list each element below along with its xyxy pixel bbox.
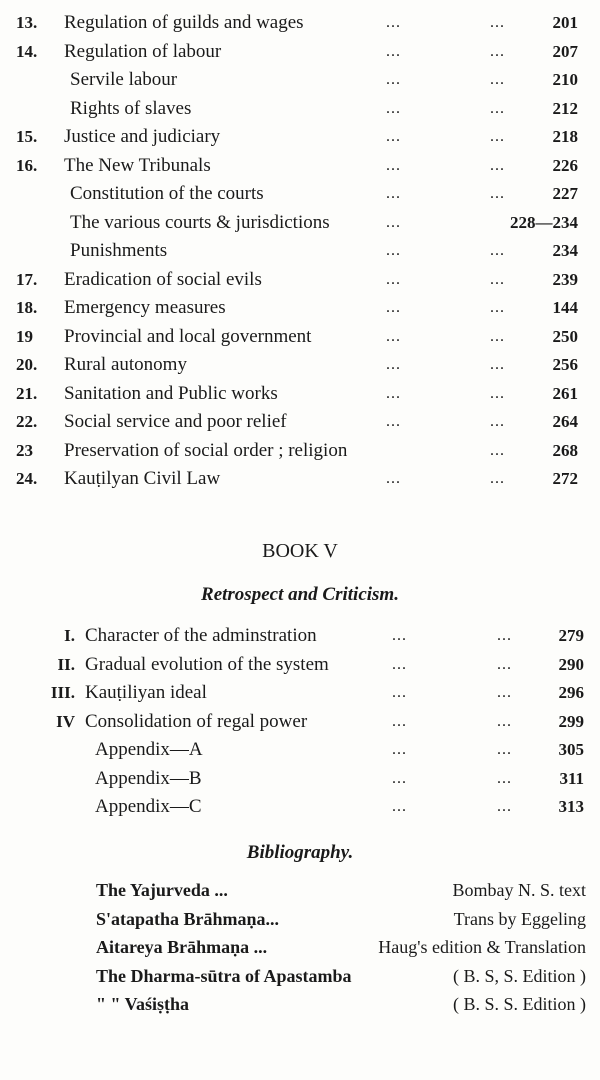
leader-dots: ... bbox=[386, 356, 401, 373]
leader-dots: ... bbox=[386, 327, 401, 345]
bibliography-edition: Bombay N. S. text bbox=[452, 880, 586, 900]
toc-entry bbox=[0, 409, 600, 435]
entry-page-number: 207 bbox=[552, 41, 578, 61]
toc-entry bbox=[0, 352, 600, 378]
entry-title: Consolidation of regal power bbox=[85, 710, 308, 732]
entry-page-number: 212 bbox=[552, 98, 578, 118]
toc-entry bbox=[0, 737, 600, 763]
leader-dots: ... bbox=[490, 99, 505, 117]
toc-entry bbox=[0, 67, 600, 93]
entry-title: Punishments bbox=[70, 240, 168, 261]
leader-dots: ... bbox=[490, 470, 505, 487]
leader-dots: ... bbox=[490, 299, 505, 316]
entry-title: Rural autonomy bbox=[64, 354, 187, 375]
entry-number: 20. bbox=[16, 355, 38, 374]
entry-title: Social service and poor relief bbox=[64, 411, 287, 432]
book-heading: BOOK V bbox=[262, 540, 338, 562]
leader-dots: ... bbox=[392, 684, 407, 701]
entry-page-number: 256 bbox=[552, 355, 578, 374]
bibliography-heading: Bibliography. bbox=[246, 842, 354, 863]
entry-title: Regulation of labour bbox=[64, 40, 222, 62]
entry-page-number: 239 bbox=[552, 269, 578, 289]
leader-dots: ... bbox=[490, 128, 505, 145]
leader-dots: ... bbox=[386, 128, 401, 145]
entry-page-number: 268 bbox=[552, 440, 578, 460]
entry-page-number: 218 bbox=[552, 127, 578, 146]
bibliography-entry bbox=[96, 934, 586, 960]
bibliography-work: " " Vaśiṣṭha bbox=[96, 994, 190, 1014]
leader-dots: ... bbox=[490, 42, 505, 60]
leader-dots: ... bbox=[490, 356, 505, 373]
toc-entry bbox=[0, 10, 600, 36]
entry-page-number: 313 bbox=[558, 797, 584, 816]
toc-entry bbox=[0, 124, 600, 150]
entry-number: 23 bbox=[16, 440, 33, 460]
bibliography-entry bbox=[96, 991, 586, 1017]
entry-title: Constitution of the courts bbox=[70, 183, 264, 204]
leader-dots: ... bbox=[490, 270, 505, 288]
toc-entry bbox=[0, 153, 600, 179]
bibliography-edition: ( B. S. S. Edition ) bbox=[452, 994, 586, 1014]
leader-dots: ... bbox=[386, 299, 401, 316]
entry-title: Regulation of guilds and wages bbox=[64, 12, 304, 33]
leader-dots: ... bbox=[386, 156, 401, 174]
leader-dots: ... bbox=[490, 71, 505, 88]
entry-title: Character of the adminstration bbox=[85, 625, 317, 646]
leader-dots: ... bbox=[386, 470, 401, 487]
leader-dots: ... bbox=[386, 14, 401, 31]
toc-entry bbox=[0, 210, 600, 236]
entry-page-number: 305 bbox=[558, 740, 584, 759]
toc-entry bbox=[0, 295, 600, 321]
entry-page-number: 311 bbox=[559, 768, 584, 788]
entry-page-number: 264 bbox=[552, 412, 578, 431]
leader-dots: ... bbox=[392, 712, 407, 730]
bibliography-work: The Dharma-sūtra of Apastamba bbox=[96, 965, 352, 986]
toc-entry bbox=[0, 766, 600, 792]
entry-page-number: 210 bbox=[552, 70, 578, 89]
entry-number: 18. bbox=[16, 298, 38, 317]
leader-dots: ... bbox=[490, 413, 505, 430]
leader-dots: ... bbox=[392, 798, 407, 815]
entry-page-number: 250 bbox=[552, 326, 578, 346]
bibliography-entry bbox=[96, 906, 586, 932]
leader-dots: ... bbox=[392, 741, 407, 758]
entry-title: Sanitation and Public works bbox=[64, 382, 278, 404]
entry-number: 21. bbox=[16, 383, 38, 403]
toc-entry bbox=[0, 623, 600, 649]
entry-title: Emergency measures bbox=[64, 297, 226, 318]
entry-page-number: 144 bbox=[552, 298, 578, 317]
entry-page-number: 279 bbox=[558, 626, 584, 645]
toc-entry bbox=[0, 96, 600, 122]
toc-entry bbox=[0, 324, 600, 350]
leader-dots: ... bbox=[497, 769, 512, 787]
bibliography-edition: ( B. S, S. Edition ) bbox=[452, 965, 586, 986]
entry-title: Appendix—C bbox=[95, 796, 202, 817]
toc-entry bbox=[0, 438, 600, 464]
leader-dots: ... bbox=[490, 185, 505, 202]
entry-number: 13. bbox=[16, 13, 38, 32]
entry-title: Eradication of social evils bbox=[64, 268, 262, 290]
entry-number: I. bbox=[64, 626, 75, 645]
bibliography-entry bbox=[96, 963, 586, 989]
toc-entry bbox=[0, 238, 600, 264]
bibliography-edition: Haug's edition & Translation bbox=[378, 937, 586, 957]
entry-title: Gradual evolution of the system bbox=[85, 653, 329, 675]
leader-dots: ... bbox=[490, 242, 505, 259]
leader-dots: ... bbox=[386, 242, 401, 259]
entry-number: 15. bbox=[16, 127, 38, 146]
entry-title: The New Tribunals bbox=[64, 154, 211, 176]
leader-dots: ... bbox=[497, 798, 512, 815]
toc-entry bbox=[0, 381, 600, 407]
leader-dots: ... bbox=[490, 384, 505, 402]
toc-entry bbox=[0, 652, 600, 678]
leader-dots: ... bbox=[392, 769, 407, 787]
entry-number: 17. bbox=[16, 269, 38, 289]
toc-entry bbox=[0, 466, 600, 492]
entry-page-number: 227 bbox=[552, 184, 578, 203]
entry-page-number: 228—234 bbox=[510, 212, 578, 232]
entry-title: Kauṭiliyan ideal bbox=[85, 682, 207, 703]
toc-entry bbox=[0, 709, 600, 735]
entry-page-number: 296 bbox=[558, 683, 584, 702]
leader-dots: ... bbox=[386, 213, 401, 231]
entry-title: The various courts & jurisdictions bbox=[70, 211, 330, 233]
entry-page-number: 234 bbox=[552, 241, 578, 260]
leader-dots: ... bbox=[386, 185, 401, 202]
bibliography-work: Aitareya Brāhmaṇa ... bbox=[96, 937, 268, 957]
leader-dots: ... bbox=[386, 270, 401, 288]
entry-title: Justice and judiciary bbox=[64, 126, 221, 147]
leader-dots: ... bbox=[392, 655, 407, 673]
entry-title: Appendix—A bbox=[95, 739, 203, 760]
leader-dots: ... bbox=[386, 71, 401, 88]
leader-dots: ... bbox=[392, 627, 407, 644]
entry-number: III. bbox=[50, 683, 75, 702]
entry-number: IV bbox=[56, 711, 75, 731]
toc-entry bbox=[0, 39, 600, 65]
leader-dots: ... bbox=[490, 14, 505, 31]
leader-dots: ... bbox=[386, 42, 401, 60]
bibliography-edition: Trans by Eggeling bbox=[453, 908, 586, 929]
entry-number: 22. bbox=[16, 412, 38, 431]
leader-dots: ... bbox=[497, 627, 512, 644]
entry-number: II. bbox=[57, 654, 75, 674]
entry-title: Rights of slaves bbox=[70, 97, 192, 119]
leader-dots: ... bbox=[386, 384, 401, 402]
leader-dots: ... bbox=[386, 99, 401, 117]
bibliography-work: The Yajurveda ... bbox=[96, 880, 228, 900]
entry-page-number: 226 bbox=[552, 155, 578, 175]
toc-entry bbox=[0, 680, 600, 706]
entry-title: Kauṭilyan Civil Law bbox=[64, 468, 221, 489]
bibliography-entry bbox=[96, 877, 586, 903]
bibliography-work: S'atapatha Brāhmaṇa... bbox=[96, 908, 280, 929]
leader-dots: ... bbox=[490, 156, 505, 174]
entry-title: Appendix—B bbox=[95, 767, 202, 789]
toc-entry bbox=[0, 267, 600, 293]
leader-dots: ... bbox=[497, 741, 512, 758]
entry-page-number: 261 bbox=[552, 383, 578, 403]
entry-page-number: 299 bbox=[558, 711, 584, 731]
entry-page-number: 272 bbox=[552, 469, 578, 488]
book-subtitle: Retrospect and Criticism. bbox=[201, 584, 399, 605]
leader-dots: ... bbox=[490, 441, 505, 459]
leader-dots: ... bbox=[497, 684, 512, 701]
leader-dots: ... bbox=[490, 327, 505, 345]
toc-entry bbox=[0, 181, 600, 207]
entry-number: 14. bbox=[16, 41, 38, 61]
entry-number: 16. bbox=[16, 155, 38, 175]
leader-dots: ... bbox=[497, 712, 512, 730]
toc-entry bbox=[0, 794, 600, 820]
entry-number: 19 bbox=[16, 326, 33, 346]
entry-title: Preservation of social order ; religion bbox=[64, 439, 348, 461]
entry-title: Servile labour bbox=[70, 69, 178, 90]
entry-page-number: 201 bbox=[552, 13, 578, 32]
entry-number: 24. bbox=[16, 469, 38, 488]
leader-dots: ... bbox=[386, 413, 401, 430]
entry-page-number: 290 bbox=[558, 654, 584, 674]
leader-dots: ... bbox=[497, 655, 512, 673]
entry-title: Provincial and local government bbox=[64, 325, 312, 347]
